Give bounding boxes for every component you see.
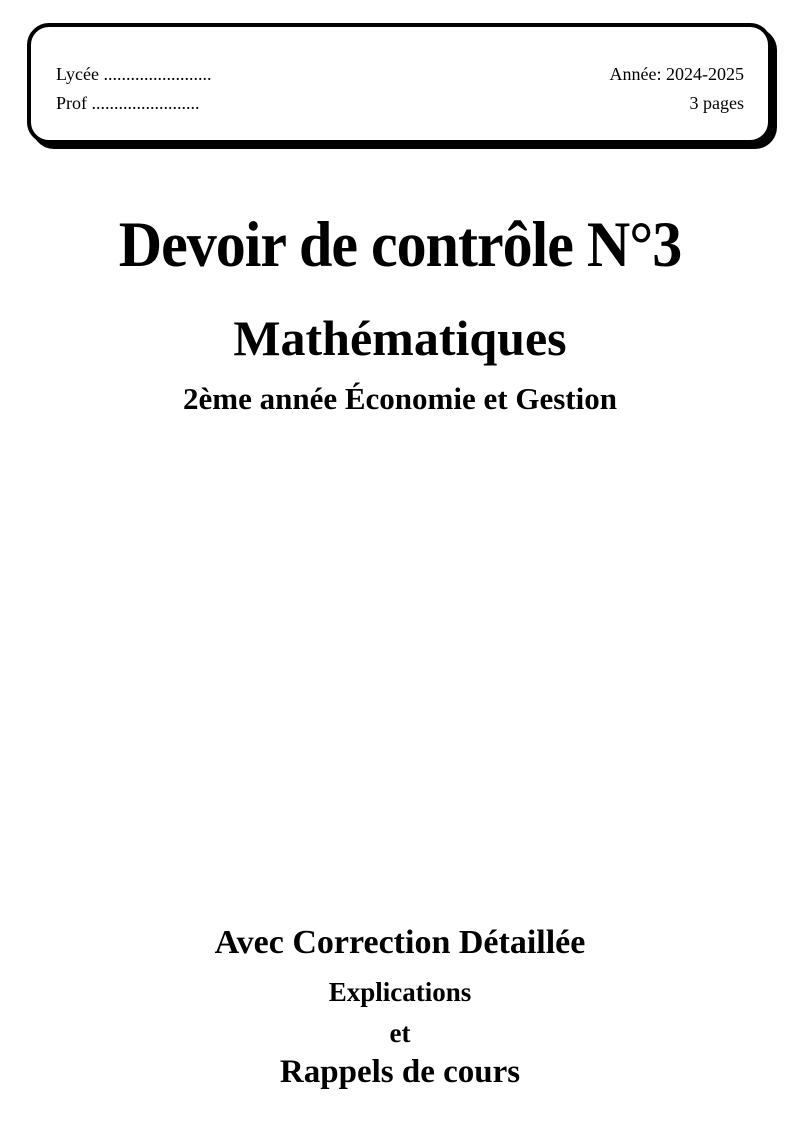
prof-blank-line: Prof ........................ (56, 93, 200, 113)
and-connector-line: et (389, 1018, 411, 1048)
lycee-blank-line: Lycée ........................ (56, 64, 212, 84)
school-year-label: Année: 2024-2025 (609, 64, 744, 84)
explanations-note-line: Explications (328, 977, 472, 1007)
grade-level-title: 2ème année Économie et Gestion (183, 381, 617, 416)
correction-note-line: Avec Correction Détaillée (214, 924, 586, 961)
header-info-box (27, 23, 772, 144)
subject-title: Mathématiques (233, 310, 567, 366)
header-left-column (56, 60, 211, 118)
course-reminders-note-line: Rappels de cours (279, 1054, 521, 1090)
header-right-column (610, 60, 744, 118)
page-count-label: 3 pages (689, 93, 744, 113)
exam-title: Devoir de contrôle N°3 (118, 208, 682, 281)
